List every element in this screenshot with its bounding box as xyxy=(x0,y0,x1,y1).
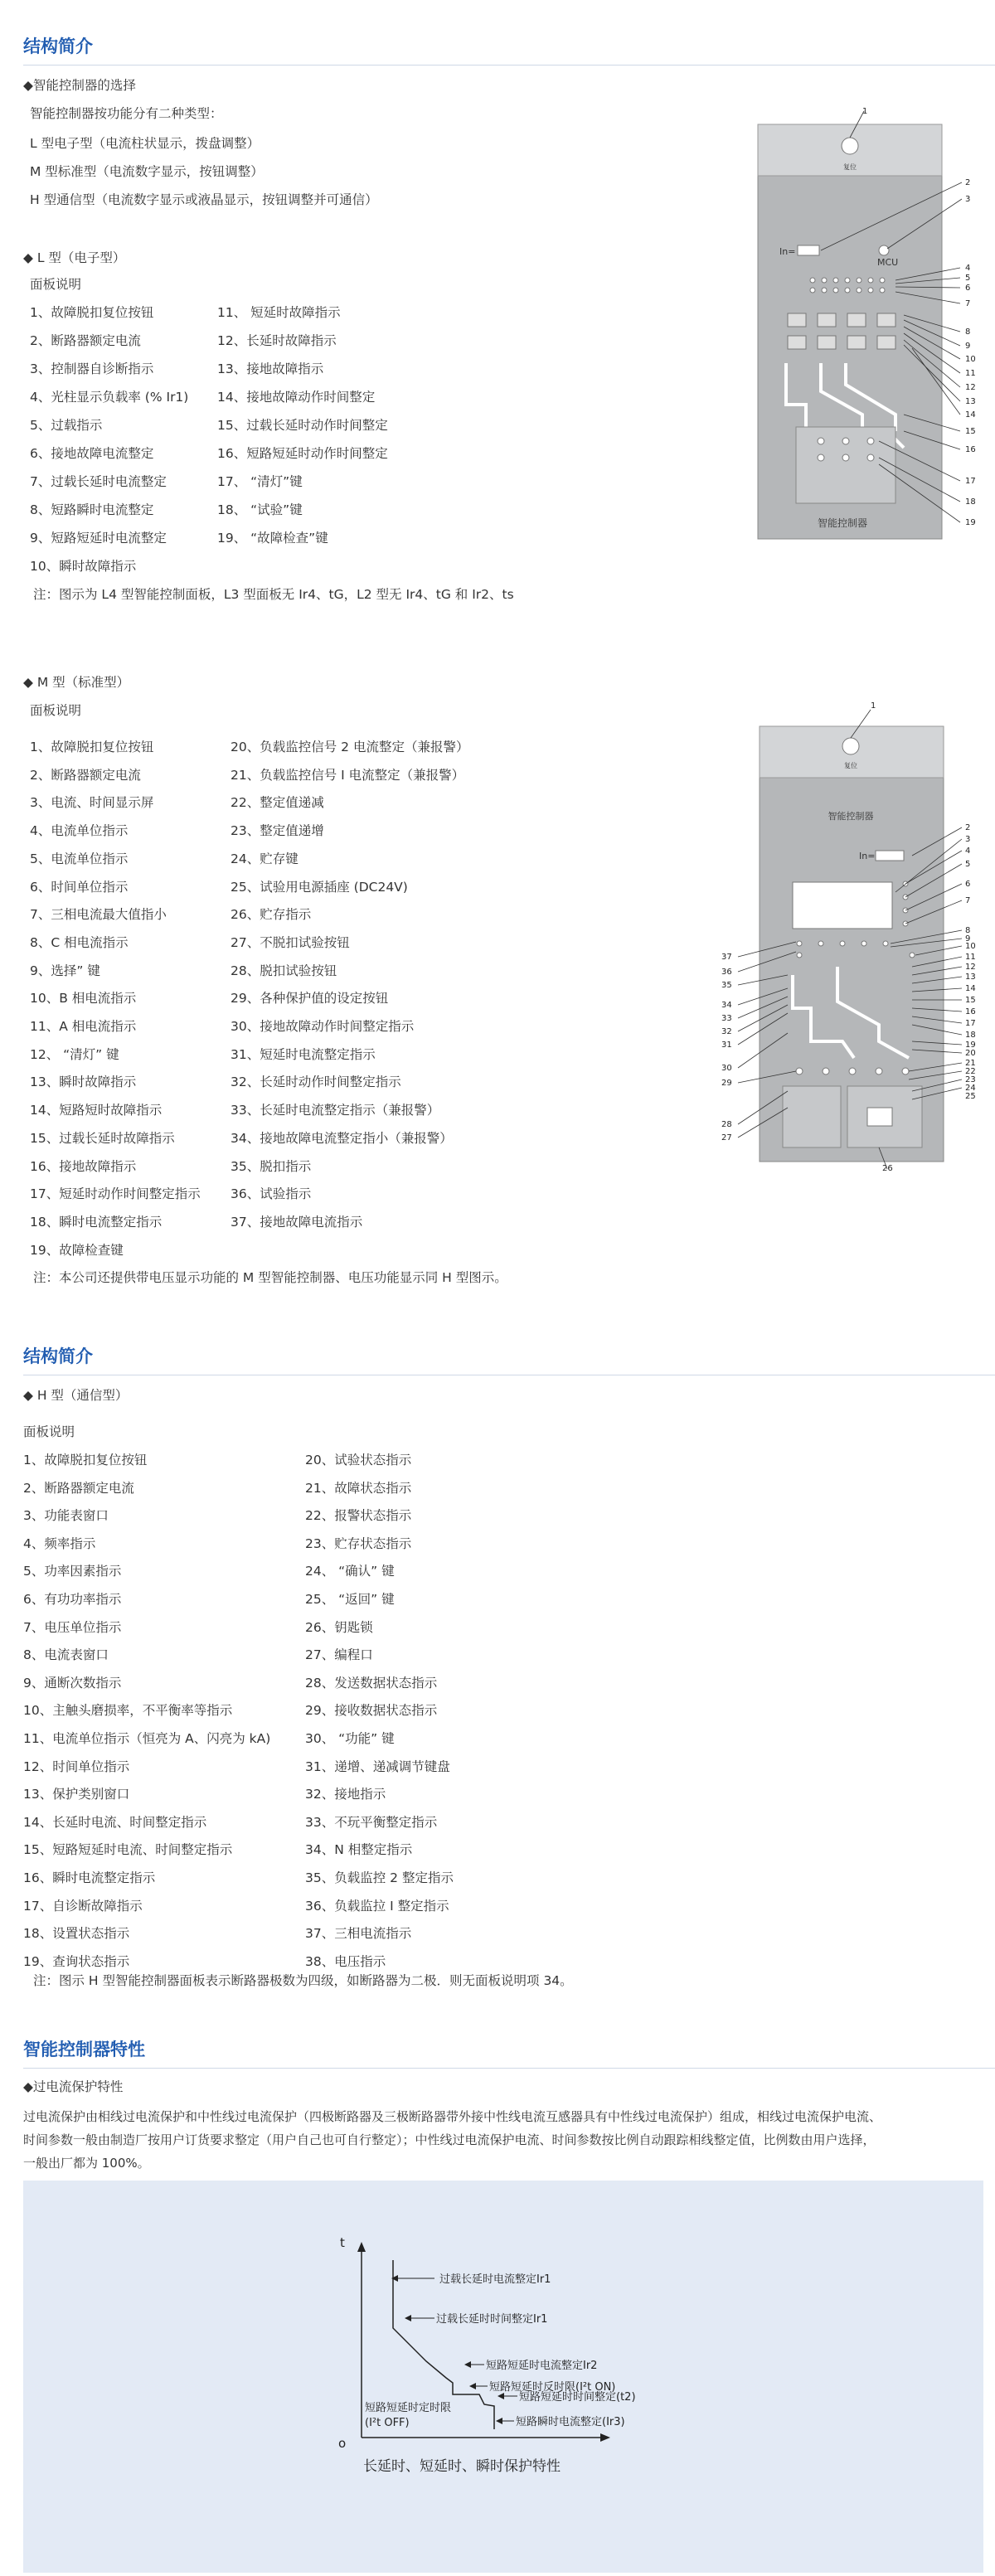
callout-number: 7 xyxy=(965,299,971,308)
list-item: 12、长延时故障指示 xyxy=(217,333,337,348)
m-panel-name: 智能控制器 xyxy=(828,811,874,822)
callout-number: 12 xyxy=(965,383,976,392)
callout-number: 32 xyxy=(721,1027,732,1036)
list-item: 18、 “试验”键 xyxy=(217,502,303,517)
label-ir1-time: 过载长延时时间整定Ir1 xyxy=(436,2313,548,2326)
y-axis-label: t xyxy=(340,2235,345,2250)
callout-number: 10 xyxy=(965,942,976,951)
callout-number: 5 xyxy=(965,860,971,869)
callout-number: 8 xyxy=(965,327,971,337)
m-panel-in-box xyxy=(876,851,904,861)
m-type-panel-figure xyxy=(713,693,995,1174)
callout-number: 2 xyxy=(965,178,971,187)
list-item: 17、短延时动作时间整定指示 xyxy=(30,1186,201,1202)
list-item: 23、贮存状态指示 xyxy=(305,1535,412,1551)
h-type-heading: ◆ H 型（通信型） xyxy=(23,1388,129,1403)
list-item: 3、控制器自诊断指示 xyxy=(30,361,154,376)
type-l-desc: L 型电子型（电流柱状显示，拨盘调整） xyxy=(30,136,260,151)
list-item: 8、短路瞬时电流整定 xyxy=(30,502,154,517)
list-item: 20、负载监控信号 2 电流整定（兼报警） xyxy=(231,740,469,754)
list-item: 27、不脱扣试验按钮 xyxy=(231,934,350,950)
protection-characteristic-diagram xyxy=(23,2181,983,2573)
list-item: 31、短延时电流整定指示 xyxy=(231,1046,376,1062)
list-item: 7、电压单位指示 xyxy=(23,1619,122,1635)
list-item: 35、负载监控 2 整定指示 xyxy=(305,1870,454,1885)
h-type-sub: 面板说明 xyxy=(23,1424,75,1439)
m-panel-test-area xyxy=(783,1086,841,1147)
callout-number: 21 xyxy=(965,1059,976,1068)
list-item: 6、接地故障电流整定 xyxy=(30,446,154,461)
callout-number: 1 xyxy=(871,701,876,711)
callout-number: 23 xyxy=(965,1075,976,1084)
callout-number: 14 xyxy=(965,410,976,420)
l-type-note: 注：图示为 L4 型智能控制面板，L3 型面板无 Ir4、tG，L2 型无 Ir4、tG 和 Ir2、ts xyxy=(33,587,514,602)
callout-number: 20 xyxy=(965,1049,976,1058)
callout-number: 24 xyxy=(965,1084,976,1093)
callout-number: 2 xyxy=(965,823,971,832)
list-item: 1、故障脱扣复位按钮 xyxy=(30,740,154,754)
mcu-indicator-icon xyxy=(879,245,889,255)
label-t2: 短路短延时时间整定(t2) xyxy=(519,2391,636,2404)
list-item: 37、接地故障电流指示 xyxy=(231,1214,363,1230)
diagram-caption: 长延时、短延时、瞬时保护特性 xyxy=(363,2458,561,2475)
l-panel-in-label: In= xyxy=(779,246,796,257)
callout-number: 4 xyxy=(965,264,971,273)
callout-number: 35 xyxy=(721,981,732,990)
list-item: 14、接地故障动作时间整定 xyxy=(217,390,376,405)
list-item: 35、脱扣指示 xyxy=(231,1158,312,1174)
callout-number: 30 xyxy=(721,1064,732,1073)
list-item: 25、 “返回” 键 xyxy=(305,1592,395,1607)
callout-number: 5 xyxy=(965,274,971,283)
list-item: 13、接地故障指示 xyxy=(217,361,324,376)
label-ir2-current: 短路短延时电流整定Ir2 xyxy=(486,2360,598,2372)
list-item: 11、 短延时故障指示 xyxy=(217,305,341,320)
list-item: 1、故障脱扣复位按钮 xyxy=(30,305,154,320)
list-item: 14、短路短时故障指示 xyxy=(30,1103,163,1118)
list-item: 16、瞬时电流整定指示 xyxy=(23,1870,156,1885)
overcurrent-para-3: 一般出厂都为 100%。 xyxy=(23,2156,150,2171)
callout-number: 19 xyxy=(965,1041,976,1050)
y-axis-arrow xyxy=(357,2242,366,2252)
m-type-note: 注：本公司还提供带电压显示功能的 M 型智能控制器、电压功能显示同 H 型图示。 xyxy=(33,1270,507,1285)
callout-number: 31 xyxy=(721,1041,732,1050)
type-m-desc: M 型标准型（电流数字显示，按钮调整） xyxy=(30,164,264,179)
callout-number: 3 xyxy=(965,195,971,204)
label-inverse-time: 短路短延时反时限(I²t ON) xyxy=(489,2381,616,2394)
callout-number: 15 xyxy=(965,996,976,1005)
list-item: 16、短路短延时动作时间整定 xyxy=(217,446,388,461)
m-panel-socket xyxy=(867,1108,892,1126)
list-item: 1、故障脱扣复位按钮 xyxy=(23,1453,148,1467)
m-panel-in-label: In= xyxy=(859,851,876,861)
overcurrent-para-1: 过电流保护由相线过电流保护和中性线过电流保护（四极断路器及三极断路器带外接中性线电流互感器具有中性线过电流保护）组成，相线过电流保护电流、 xyxy=(23,2109,882,2124)
callout-number: 4 xyxy=(965,847,971,856)
callout-number: 8 xyxy=(965,926,971,935)
list-item: 19、故障检查键 xyxy=(30,1242,124,1258)
callout-number: 18 xyxy=(965,1031,976,1040)
list-item: 18、设置状态指示 xyxy=(23,1926,130,1942)
list-item: 38、电压指示 xyxy=(305,1953,386,1969)
list-item: 9、短路短延时电流整定 xyxy=(30,531,167,546)
list-item: 6、时间单位指示 xyxy=(30,879,129,895)
list-item: 7、过载长延时电流整定 xyxy=(30,474,167,489)
test-button-icon xyxy=(818,438,824,444)
list-item: 9、选择” 键 xyxy=(30,963,100,978)
list-item: 13、瞬时故障指示 xyxy=(30,1075,137,1090)
list-item: 24、贮存键 xyxy=(231,851,298,866)
callout-number: 9 xyxy=(965,934,971,944)
callout-number: 17 xyxy=(965,1019,976,1028)
callout-number: 17 xyxy=(965,477,976,486)
list-item: 20、试验状态指示 xyxy=(305,1453,412,1467)
list-item: 26、贮存指示 xyxy=(231,907,312,923)
callout-number: 22 xyxy=(965,1067,976,1076)
list-item: 17、自诊断故障指示 xyxy=(23,1898,143,1914)
list-item: 14、长延时电流、时间整定指示 xyxy=(23,1814,207,1830)
m-panel-display xyxy=(793,882,892,929)
callout-number: 13 xyxy=(965,973,976,982)
callout-number: 12 xyxy=(965,963,976,972)
selection-intro: 智能控制器按功能分有二种类型： xyxy=(30,106,223,121)
callout-number: 6 xyxy=(965,880,971,889)
l-panel-name: 智能控制器 xyxy=(817,517,868,529)
h-type-note: 注：图示 H 型智能控制器面板表示断路器极数为四级，如断路器为二极．则无面板说明项 34。 xyxy=(33,1973,573,1988)
list-item: 10、B 相电流指示 xyxy=(30,991,137,1007)
list-item: 33、长延时电流整定指示（兼报警） xyxy=(231,1103,440,1118)
list-item: 28、脱扣试验按钮 xyxy=(231,963,337,978)
l-panel-reset-label: 复位 xyxy=(843,163,857,171)
list-item: 2、断路器额定电流 xyxy=(23,1480,134,1496)
callout-number: 7 xyxy=(965,896,971,905)
list-item: 4、电流单位指示 xyxy=(30,823,129,839)
list-item: 11、电流单位指示（恒亮为 A、闪亮为 kA) xyxy=(23,1731,271,1746)
list-item: 26、钥匙锁 xyxy=(305,1619,373,1635)
list-item: 5、功率因素指示 xyxy=(23,1564,122,1579)
list-item: 25、试验用电源插座 (DC24V) xyxy=(231,879,408,895)
list-item: 24、 “确认” 键 xyxy=(305,1564,395,1579)
list-item: 21、负载监控信号 I 电流整定（兼报警） xyxy=(231,767,465,783)
label-definite-time-off: (I²t OFF) xyxy=(365,2417,410,2429)
overcurrent-heading: ◆过电流保护特性 xyxy=(23,2079,124,2094)
callout-number: 28 xyxy=(721,1120,732,1129)
callout-number: 11 xyxy=(965,953,976,962)
callout-number: 9 xyxy=(965,342,971,351)
list-item: 5、过载指示 xyxy=(30,418,103,433)
callout-number: 27 xyxy=(721,1133,732,1142)
section-title-structure-2: 结构简介 xyxy=(23,1346,93,1366)
list-item: 16、接地故障指示 xyxy=(30,1158,137,1174)
l-type-sub: 面板说明 xyxy=(30,277,82,292)
list-item: 13、保护类别窗口 xyxy=(23,1787,130,1802)
label-ir3: 短路瞬时电流整定(Ir3) xyxy=(516,2416,625,2428)
list-item: 27、编程口 xyxy=(305,1647,373,1663)
list-item: 8、C 相电流指示 xyxy=(30,934,129,950)
callout-number: 19 xyxy=(965,518,976,527)
m-type-heading: ◆ M 型（标准型） xyxy=(23,675,130,690)
list-item: 7、三相电流最大值指小 xyxy=(30,907,167,923)
callout-number: 16 xyxy=(965,445,976,454)
list-item: 23、整定值递增 xyxy=(231,823,324,839)
list-item: 21、故障状态指示 xyxy=(305,1480,412,1496)
list-item: 12、 “清灯” 键 xyxy=(30,1046,119,1062)
list-item: 2、断路器额定电流 xyxy=(30,767,141,783)
list-item: 15、短路短延时电流、时间整定指示 xyxy=(23,1842,233,1858)
protection-curve-svg xyxy=(23,2181,983,2573)
section-title-structure: 结构简介 xyxy=(23,36,93,56)
list-item: 19、查询状态指示 xyxy=(23,1953,130,1969)
callout-number: 6 xyxy=(965,284,971,293)
callout-number: 15 xyxy=(965,427,976,436)
x-axis-arrow xyxy=(600,2433,610,2442)
callout-number: 33 xyxy=(721,1014,732,1023)
callout-number: 11 xyxy=(965,369,976,378)
l-type-heading: ◆ L 型（电子型） xyxy=(23,250,126,265)
list-item: 36、负载监拉 I 整定指示 xyxy=(305,1898,449,1914)
list-item: 30、 “功能” 键 xyxy=(305,1731,395,1746)
list-item: 17、 “清灯”键 xyxy=(217,474,303,489)
callout-number: 25 xyxy=(965,1092,976,1101)
l-panel-mcu-label: MCU xyxy=(877,257,899,268)
list-item: 19、 “故障检查”键 xyxy=(217,531,328,546)
origin-label: o xyxy=(338,2436,347,2451)
l-panel-in-box xyxy=(798,245,819,255)
list-item: 31、递增、递减调节键盘 xyxy=(305,1759,450,1774)
list-item: 32、长延时动作时间整定指示 xyxy=(231,1075,401,1090)
list-item: 22、整定值递减 xyxy=(231,795,324,811)
list-item: 34、接地故障电流整定指小（兼报警） xyxy=(231,1130,453,1146)
section-title-characteristics: 智能控制器特性 xyxy=(23,2040,145,2059)
callout-number: 26 xyxy=(882,1164,893,1173)
list-item: 3、电流、时间显示屏 xyxy=(30,795,154,811)
reset-button-icon xyxy=(842,138,858,154)
list-item: 22、报警状态指示 xyxy=(305,1508,412,1524)
list-item: 9、通断次数指示 xyxy=(23,1675,122,1691)
list-item: 15、过载长延时故障指示 xyxy=(30,1130,175,1146)
m-type-sub: 面板说明 xyxy=(30,703,82,718)
m-reset-button-icon xyxy=(842,738,859,754)
list-item: 4、光柱显示负载率 (% Ir1) xyxy=(30,390,189,405)
callout-number: 3 xyxy=(965,835,971,844)
callout-number: 1 xyxy=(862,107,868,116)
list-item: 6、有功功率指示 xyxy=(23,1592,122,1607)
list-item: 29、接收数据状态指示 xyxy=(305,1703,438,1719)
label-ir1-current: 过载长延时电流整定Ir1 xyxy=(439,2273,551,2286)
callout-number: 29 xyxy=(721,1079,732,1088)
list-item: 4、频率指示 xyxy=(23,1535,96,1551)
m-panel-reset-label: 复位 xyxy=(844,762,857,769)
label-definite-time: 短路短延时定时限 xyxy=(365,2402,452,2414)
list-item: 12、时间单位指示 xyxy=(23,1759,130,1774)
callout-number: 16 xyxy=(965,1007,976,1016)
overcurrent-para-2: 时间参数一般由制造厂按用户订货要求整定（用户自己也可自行整定）；中性线过电流保护电流、时间参数按比例自动跟踪相线整定值，比例数由用户选择， xyxy=(23,2132,876,2147)
list-item: 33、不玩平衡整定指示 xyxy=(305,1814,438,1830)
list-item: 10、瞬时故障指示 xyxy=(30,559,137,574)
list-item: 8、电流表窗口 xyxy=(23,1647,109,1663)
list-item: 15、过载长延时动作时间整定 xyxy=(217,418,388,433)
l-type-panel-figure xyxy=(738,99,995,547)
list-item: 28、发送数据状态指示 xyxy=(305,1675,438,1691)
callout-number: 18 xyxy=(965,497,976,507)
list-item: 32、接地指示 xyxy=(305,1787,386,1802)
callout-number: 36 xyxy=(721,968,732,977)
callout-number: 13 xyxy=(965,397,976,406)
list-item: 5、电流单位指示 xyxy=(30,851,129,866)
list-item: 34、N 相整定指示 xyxy=(305,1842,413,1858)
list-item: 3、功能表窗口 xyxy=(23,1508,109,1524)
list-item: 18、瞬时电流整定指示 xyxy=(30,1214,163,1230)
list-item: 2、断路器额定电流 xyxy=(30,333,141,348)
list-item: 11、A 相电流指示 xyxy=(30,1019,137,1034)
list-item: 36、试验指示 xyxy=(231,1186,312,1202)
callout-number: 14 xyxy=(965,984,976,993)
section-divider xyxy=(23,2068,995,2069)
callout-number: 34 xyxy=(721,1001,732,1010)
callout-number: 37 xyxy=(721,953,732,962)
callout-number: 10 xyxy=(965,355,976,364)
list-item: 10、主触头磨损率，不平衡率等指示 xyxy=(23,1703,233,1719)
type-h-desc: H 型通信型（电流数字显示或液晶显示，按钮调整并可通信） xyxy=(30,192,378,207)
list-item: 29、各种保护值的设定按钮 xyxy=(231,991,389,1007)
list-item: 37、三相电流指示 xyxy=(305,1926,412,1942)
list-item: 30、接地故障动作时间整定指示 xyxy=(231,1019,415,1034)
selection-heading: ◆智能控制器的选择 xyxy=(23,78,136,93)
